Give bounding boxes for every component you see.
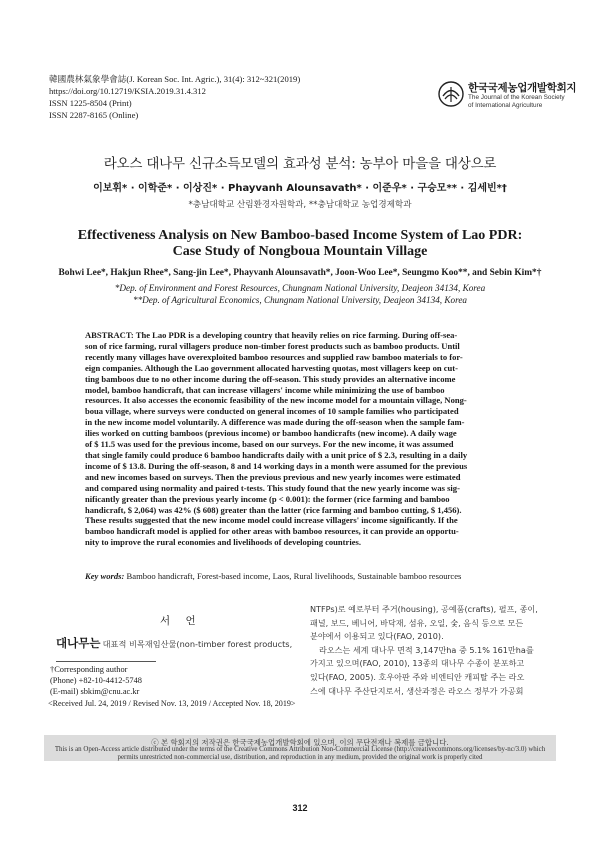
abstract-line: in the new income model voluntarily. A difference was made during the off-season when the sample fam-: [85, 417, 465, 428]
abstract-line: and new incomes based on surveys. Then the previous previous and new yearly incomes were estimated: [85, 471, 461, 482]
abstract-line: handicraft, $ 2,064) was 42% ($ 608) greater than the latter (rice farming and bamboo cutting, $ 1,456).: [85, 504, 462, 515]
doi-link[interactable]: https://doi.org/10.12719/KSIA.2019.31.4.312: [49, 86, 206, 96]
footnote-email[interactable]: (E-mail) sbkim@cnu.ac.kr: [50, 687, 140, 696]
abstract-line: and compared using normality and paired t-tests. This study found that the new yearly income was sig-: [85, 482, 460, 493]
footnote-phone: (Phone) +82-10-4412-5748: [50, 676, 142, 685]
right-column-line: 패널, 보드, 베니어, 바닥재, 섬유, 오일, 숯, 음식 등으로 모든: [310, 617, 524, 628]
right-column-line: NTFPs)로 예로부터 주거(housing), 공예품(crafts), 펄프, 종이,: [310, 604, 538, 614]
abstract-line: bamboo handicraft model is applied for other areas with bamboo resources, it can provide an opportu-: [85, 526, 459, 537]
korean-title: 라오스 대나무 신규소득모델의 효과성 분석: 농부아 마을을 대상으로: [103, 156, 497, 172]
issn-online: ISSN 2287-8165 (Online): [49, 110, 139, 120]
section-heading-introduction: 서 언: [160, 615, 202, 627]
society-name-english-2: of International Agriculture: [468, 102, 543, 109]
abstract-line: ilies worked on cutting bamboos (previous income) or bamboo handicrafts (new income). A daily wage: [85, 428, 457, 439]
abstract-line: ABSTRACT: The Lao PDR is a developing country that heavily relies on rice farming. During off-sea-: [85, 330, 458, 340]
abstract-line: son of rice farming, rural villagers produce non-timber forest products such as bamboo products. Until: [85, 340, 460, 351]
right-column-line: 가지고 있으며(FAO, 2010), 13종의 대나무 수종이 분포하고: [310, 658, 525, 669]
abstract-line: nificantly greater than the previous yearly income (p < 0.001): the former (rice farming and bamboo: [85, 493, 450, 504]
abstract-line: of $ 11.5 was used for the previous income, based on our surveys. For the new income, it was assumed: [85, 439, 454, 450]
english-title-line-2: Case Study of Nongboua Mountain Village: [172, 244, 428, 259]
right-column-line: 분야에서 이용되고 있다(FAO, 2010).: [310, 631, 444, 642]
license-text-line-2: permits unrestricted non-commercial use, distribution, and reproduction in any medium, provided the original work is properly cited: [117, 753, 483, 761]
abstract-line: resources. It also accesses the economic feasibility of the new income model for a mountain village, Nong-: [85, 395, 467, 406]
korean-authors: 이보휘* · 이학준* · 이상진* · Phayvanh Alounsavath* · 이준우* · 구승모** · 김세빈*†: [93, 183, 507, 194]
keywords: [85, 571, 517, 581]
english-authors: Bohwi Lee*, Hakjun Rhee*, Sang-jin Lee*, Phayvanh Alounsavath*, Joon-Woo Lee*, Seungmo Koo**, and Sebin Kim*†: [58, 268, 542, 278]
abstract-line: recently many villages have overexploited bamboo resources and supplied raw bamboo materials to for-: [85, 351, 463, 362]
society-name-english-1: The Journal of the Korean Society: [468, 94, 565, 101]
right-column-text: [310, 603, 558, 698]
issn-print: ISSN 1225-8504 (Print): [49, 98, 132, 108]
page-number: 312: [292, 803, 308, 813]
license-text-line-1: This is an Open-Access article distributed under the terms of the Creative Commons Attribution Non-Commercial License (http://creativecommons.org/licenses/by-nc/3.0) which: [54, 746, 546, 753]
english-affiliation-1: *Dep. of Environment and Forest Resources, Chungnam National University, Deajeon 34134, Korea: [114, 283, 486, 293]
keywords-label: Key words:: [85, 571, 125, 581]
abstract-line: model, bamboo handicraft, that can increase villagers' income while minimizing the use of bamboo: [85, 384, 445, 395]
keywords-list: Bamboo handicraft, Forest-based income, Laos, Rural livelihoods, Sustainable bamboo resources: [126, 571, 462, 581]
abstract: [85, 330, 517, 548]
intro-first-word: 대나무는: [56, 636, 101, 650]
society-name-korean: 한국국제농업개발학회지: [468, 82, 577, 94]
abstract-line: boua village, where surveys were conducted on general incomes of 10 sample families who participated: [85, 406, 459, 417]
right-column-line: 스에 대나무 주산단지로서, 생산과정은 라오스 정부가 가공회: [310, 685, 524, 696]
society-emblem-icon: [438, 81, 464, 107]
korean-affiliation: *충남대학교 산림환경자원학과, **충남대학교 농업경제학과: [188, 200, 412, 210]
footnote-divider: [56, 661, 156, 662]
english-affiliation-2: **Dep. of Agricultural Economics, Chungnam National University, Deajeon 34134, Korea: [132, 295, 468, 305]
right-column-line: 라오스는 세계 대나무 면적 3,147만ha 중 5.1% 161만ha를: [319, 644, 534, 655]
abstract-line: income of $ 13.8. During the off-season, 8 and 14 working days in a month were assumed for the previous: [85, 460, 468, 471]
copyright-notice: ⓒ 본 학회지의 저작권은 한국국제농업개발학회에 있으며, 이의 무단전재나 복제를 금합니다.: [151, 738, 449, 747]
footnote-received: <Received Jul. 24, 2019 / Revised Nov. 13, 2019 / Accepted Nov. 18, 2019>: [48, 699, 296, 708]
right-column-line: 있다(FAO, 2005). 호우아판 주와 비엔티안 캐피탈 주는 라오: [310, 671, 525, 682]
license-box: [44, 735, 556, 761]
intro-first-line: [56, 637, 308, 650]
abstract-line: ting bamboos due to no other income during the off-season. This study provides an alternative income: [85, 373, 456, 384]
society-logo: [438, 79, 577, 115]
abstract-line: nity to improve the rural economies and livelihoods of developing countries.: [85, 537, 361, 548]
abstract-line: These results suggested that the new income model could increase villagers' income significantly. If the: [85, 515, 458, 526]
journal-citation: 韓國農林氣象學會誌(J. Korean Soc. Int. Agric.), 31(4): 312~321(2019): [49, 74, 301, 84]
intro-first-rest: 대표적 비목재임산물(non-timber forest products,: [102, 639, 293, 649]
abstract-line: that single family could produce 6 bamboo handicrafts daily with a unit price of $ 2.3, resulting in a daily: [85, 449, 468, 460]
footnote-corresponding: †Corresponding author: [50, 665, 128, 674]
english-title-line-1: Effectiveness Analysis on New Bamboo-based Income System of Lao PDR:: [77, 228, 523, 243]
abstract-line: eign companies. Although the Lao government allocated harvesting quotas, most villagers keep on cut-: [85, 362, 458, 373]
